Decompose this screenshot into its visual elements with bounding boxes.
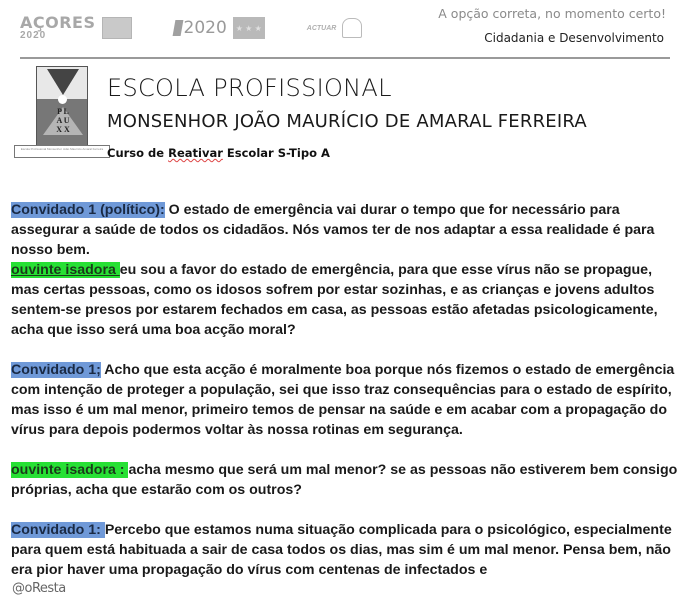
dialogue-text: Percebo que estamos numa situação complicada para o psicológico, especialmente para quem está habituada a sair de casa todos os dias, mas sim é um mal menor. Pensa bem, não era pior haver uma propagação do vírus com centenas de infectados e bbox=[11, 522, 672, 578]
dialogue-line bbox=[11, 520, 683, 580]
dialogue-text: Acho que esta acção é moralmente boa porque nós fizemos o estado de emergência com intenção de proteger a população, sei que isso traz consequências para o estado de espírito, mas isso é um mal menor, primeiro temos de pensar na saúde e em acabar com a propagação do vírus para depois podermos voltar às nossa rotinas em segurança. bbox=[11, 362, 675, 438]
speaker-label: Convidado 1: bbox=[11, 522, 105, 538]
dialogue-line bbox=[11, 460, 683, 500]
portugal-2020-logo: 2020 bbox=[174, 18, 227, 38]
speaker-label: Convidado 1 (político): bbox=[11, 202, 165, 218]
dialogue-text: eu sou a favor do estado de emergência, para que esse vírus não se propague, mas certas pessoas, como os idosos sofrem por estar sozinhas, e as crianças e jovens adultos sentem-se presos por estarem fechados em casa, as pessoas estão afetadas psicologicamente, acha que isso será uma boa acção moral? bbox=[11, 262, 658, 338]
school-crest-logo: P L A U X X bbox=[36, 66, 88, 146]
dialogue-line bbox=[11, 200, 683, 260]
speaker-label: ouvinte isadora bbox=[11, 262, 120, 278]
escola-house-icon bbox=[342, 18, 362, 38]
dialogue-text: O estado de emergência vai durar o tempo que for necessário para assegurar a saúde de todos os cidadãos. Nós vamos ter de nos adaptar a essa realidade é para nosso bem. bbox=[11, 202, 655, 258]
sponsor-logos-bar bbox=[20, 13, 362, 43]
header-divider bbox=[20, 57, 670, 59]
subject-title: Cidadania e Desenvolvimento bbox=[484, 31, 664, 45]
governo-acores-logo bbox=[102, 17, 132, 39]
dialogue-line bbox=[11, 260, 683, 340]
acores-2020-logo: AÇORES 2020 bbox=[20, 13, 96, 41]
eu-flag-logo: ★ ★ ★ bbox=[233, 17, 265, 39]
school-name-subtitle: MONSENHOR JOÃO MAURÍCIO DE AMARAL FERREIRA bbox=[107, 111, 587, 132]
portugal-flag-icon bbox=[172, 20, 183, 36]
speaker-label: ouvinte isadora : bbox=[11, 462, 129, 478]
actuar-logo: ACTUAR bbox=[306, 24, 337, 32]
dialogue-body bbox=[11, 200, 683, 580]
spellcheck-word: Reativar bbox=[168, 146, 223, 160]
bird-icon bbox=[47, 69, 79, 95]
school-crest-ribbon: Escola Profissional Monsenhor João Maurício Amaral Ferreira bbox=[14, 145, 110, 158]
course-name: Curso de Reativar Escolar S-Tipo A bbox=[107, 146, 330, 160]
slogan: A opção correta, no momento certo! bbox=[438, 6, 666, 21]
dialogue-text: acha mesmo que será um mal menor? se as pessoas não estiverem bem consigo próprias, acha que estarão com os outros? bbox=[11, 462, 678, 498]
speaker-label: Convidado 1; bbox=[11, 362, 101, 378]
school-name-title: ESCOLA PROFISSIONAL bbox=[107, 74, 392, 102]
dialogue-line bbox=[11, 360, 683, 440]
footer-fragment: @oResta bbox=[12, 581, 66, 596]
